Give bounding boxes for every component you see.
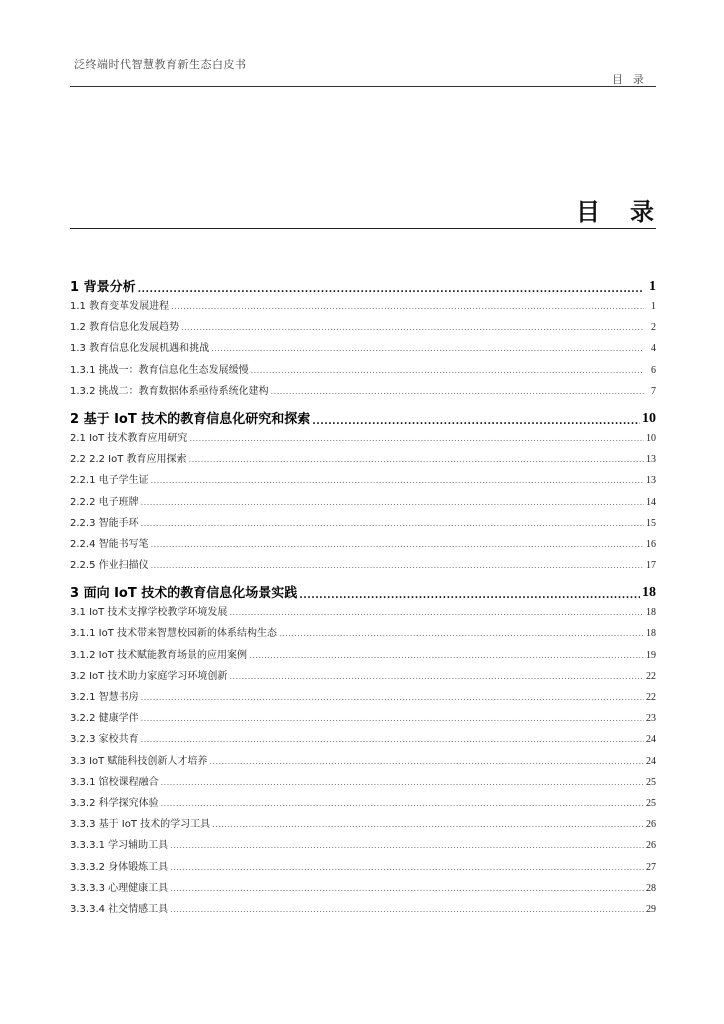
toc-leader-dots [299, 590, 640, 601]
toc-entry[interactable] [70, 900, 656, 921]
toc-entry[interactable] [70, 730, 656, 751]
toc-entry-label: 3.3.1 馆校课程融合 [70, 776, 159, 788]
toc-entry-label: 2.2.2 电子班牌 [70, 496, 139, 508]
toc-entry-label: 1.3 教育信息化发展机遇和挑战 [70, 343, 210, 355]
toc-entry-label: 3.3.3.2 身体锻炼工具 [70, 861, 169, 873]
toc-entry[interactable] [70, 403, 656, 429]
toc-entry[interactable] [70, 382, 656, 403]
toc-entry[interactable] [70, 667, 656, 688]
toc-entry-page-number: 14 [646, 496, 656, 508]
toc-entry-page-number: 6 [651, 364, 656, 376]
toc-entry-page-number: 25 [646, 776, 656, 788]
toc-entry-page-number: 18 [646, 628, 656, 640]
toc-entry-label: 3.3.3.3 心理健康工具 [70, 882, 169, 894]
toc-leader-dots [170, 841, 644, 850]
toc-leader-dots [229, 672, 644, 681]
toc-entry-page-number: 19 [646, 649, 656, 661]
toc-title: 目录 [576, 198, 684, 226]
toc-entry-page-number: 18 [646, 607, 656, 619]
toc-entry[interactable] [70, 709, 656, 730]
toc-entry-label: 1.2 教育信息化发展趋势 [70, 322, 180, 334]
toc-entry-label: 3.2 IoT 技术助力家庭学习环境创新 [70, 670, 228, 682]
toc-leader-dots [151, 561, 644, 570]
toc-entry-label: 3.2.3 家校共育 [70, 734, 139, 746]
toc-leader-dots [211, 344, 644, 353]
toc-entry-page-number: 22 [646, 692, 656, 703]
toc-entry[interactable] [70, 556, 656, 577]
toc-leader-dots [170, 863, 644, 872]
toc-leader-dots [170, 884, 644, 893]
toc-entry-page-number: 2 [651, 322, 656, 334]
toc-entry-page-number: 22 [646, 670, 656, 682]
toc-leader-dots [161, 778, 644, 787]
toc-entry-label: 1.1 教育变革发展进程 [70, 301, 170, 312]
toc-entry-label: 3.3.3.4 社交情感工具 [70, 903, 169, 915]
toc-leader-dots [189, 455, 644, 464]
toc-leader-dots [212, 820, 644, 829]
toc-leader-dots [279, 629, 644, 638]
toc-entry-page-number: 26 [646, 840, 656, 852]
toc-leader-dots [229, 608, 644, 617]
toc-entry[interactable] [70, 794, 656, 815]
toc-entry-page-number: 23 [646, 713, 656, 725]
toc-leader-dots [138, 284, 644, 295]
toc-entry[interactable] [70, 603, 656, 624]
toc-entry-label: 3.3.2 科学探究体验 [70, 797, 159, 809]
toc-entry[interactable] [70, 339, 656, 360]
toc-entry-label: 2.2.3 智能手环 [70, 517, 139, 529]
toc-entry[interactable] [70, 514, 656, 535]
toc-entry[interactable] [70, 815, 656, 836]
toc-entry-label: 3.2.2 健康学伴 [70, 713, 139, 725]
toc-leader-dots [141, 735, 644, 744]
toc-entry-label: 3.3.3 基于 IoT 技术的学习工具 [70, 819, 211, 831]
toc-entry[interactable] [70, 493, 656, 514]
toc-entry-label: 1.3.1 挑战一：教育信息化生态发展缓慢 [70, 364, 249, 376]
toc-entry-page-number: 1 [651, 301, 656, 312]
toc-leader-dots [151, 540, 644, 549]
toc-entry-page-number: 13 [646, 454, 656, 466]
toc-entry[interactable] [70, 361, 656, 382]
toc-entry-page-number: 17 [646, 560, 656, 572]
toc-entry[interactable] [70, 535, 656, 556]
toc-leader-dots [161, 799, 644, 808]
toc-entry-page-number: 27 [646, 861, 656, 873]
toc-entry[interactable] [70, 471, 656, 492]
toc-entry[interactable] [70, 688, 656, 709]
toc-leader-dots [141, 498, 644, 507]
toc-entry-page-number: 28 [646, 882, 656, 894]
table-of-contents [70, 271, 656, 921]
toc-leader-dots [170, 905, 644, 914]
toc-entry[interactable] [70, 836, 656, 857]
toc-leader-dots [209, 757, 644, 766]
toc-entry-page-number: 4 [651, 343, 656, 355]
toc-entry-page-number: 7 [651, 385, 656, 397]
toc-entry[interactable] [70, 752, 656, 773]
toc-leader-dots [151, 476, 644, 485]
toc-entry[interactable] [70, 318, 656, 339]
toc-entry-label: 3.1.2 IoT 技术赋能教育场景的应用案例 [70, 649, 247, 661]
toc-entry-page-number: 1 [649, 279, 656, 294]
toc-entry-label: 2.2.1 电子学生证 [70, 475, 149, 487]
toc-entry[interactable] [70, 577, 656, 603]
toc-entry[interactable] [70, 624, 656, 645]
toc-leader-dots [251, 366, 644, 375]
toc-entry-page-number: 25 [646, 797, 656, 809]
toc-entry-label: 3.1.1 IoT 技术带来智慧校园新的体系结构生态 [70, 628, 277, 640]
toc-entry[interactable] [70, 429, 656, 450]
toc-entry-label: 3.2.1 智慧书房 [70, 692, 139, 703]
toc-entry-page-number: 29 [646, 903, 656, 915]
toc-heading [70, 190, 684, 229]
toc-entry-page-number: 13 [646, 475, 656, 487]
toc-entry[interactable] [70, 297, 656, 318]
toc-entry-label: 1 背景分析 [70, 280, 136, 295]
toc-leader-dots [312, 416, 640, 427]
toc-entry-label: 2.2.5 作业扫描仪 [70, 560, 149, 572]
toc-leader-dots [271, 387, 644, 396]
toc-entry-label: 2.2.4 智能书写笔 [70, 538, 149, 550]
toc-entry-page-number: 10 [646, 432, 656, 444]
toc-entry-label: 3.3.3.1 学习辅助工具 [70, 840, 169, 852]
toc-leader-dots [249, 651, 644, 660]
header-section-label: 目录 [612, 73, 654, 86]
toc-leader-dots [189, 434, 644, 443]
toc-entry-page-number: 16 [646, 538, 656, 550]
toc-leader-dots [141, 714, 644, 723]
toc-entry-label: 3.1 IoT 技术支撑学校教学环境发展 [70, 607, 228, 619]
toc-leader-dots [181, 323, 644, 332]
toc-leader-dots [141, 519, 644, 528]
toc-entry-page-number: 24 [646, 734, 656, 746]
toc-entry[interactable] [70, 646, 656, 667]
toc-leader-dots [171, 302, 644, 311]
toc-entry-label: 2 基于 IoT 技术的教育信息化研究和探索 [70, 411, 311, 427]
toc-entry-page-number: 24 [646, 755, 656, 767]
toc-entry[interactable] [70, 271, 656, 297]
toc-entry-label: 2.2 2.2 IoT 教育应用探索 [70, 454, 187, 466]
toc-entry[interactable] [70, 773, 656, 794]
toc-entry-label: 3 面向 IoT 技术的教育信息化场景实践 [70, 586, 298, 602]
toc-entry-page-number: 18 [642, 585, 656, 601]
toc-entry[interactable] [70, 858, 656, 879]
toc-entry[interactable] [70, 879, 656, 900]
toc-leader-dots [141, 693, 644, 702]
toc-entry-label: 1.3.2 挑战二：教育数据体系亟待系统化建构 [70, 385, 269, 397]
toc-entry-label: 3.3 IoT 赋能科技创新人才培养 [70, 755, 208, 767]
running-header [70, 56, 656, 87]
toc-entry-label: 2.1 IoT 技术教育应用研究 [70, 432, 188, 444]
toc-entry-page-number: 26 [646, 819, 656, 831]
document-title: 泛终端时代智慧教育新生态白皮书 [74, 58, 247, 71]
toc-entry[interactable] [70, 450, 656, 471]
toc-entry-page-number: 10 [642, 410, 656, 426]
toc-entry-page-number: 15 [646, 517, 656, 529]
